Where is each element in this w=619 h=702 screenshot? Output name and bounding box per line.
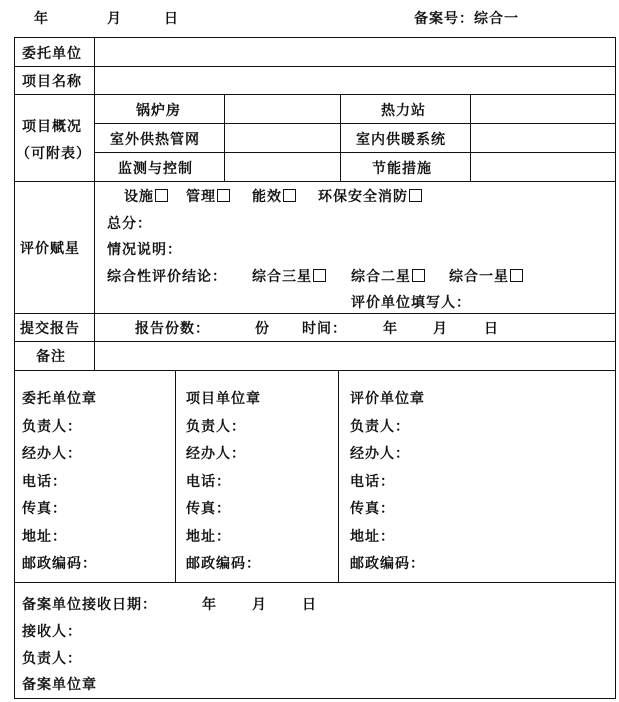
copies-unit: 份 — [255, 321, 270, 337]
report-copies-label: 报告份数： — [135, 321, 210, 337]
divider — [14, 313, 616, 314]
efficiency-option — [252, 186, 296, 206]
project-postcode: 邮政编码： — [186, 556, 261, 572]
filing-seal-label: 备案单位章 — [22, 677, 97, 693]
label-column-divider — [94, 37, 95, 370]
indoor-system-label: 室内供暖系统 — [356, 132, 446, 148]
three-star-option — [252, 266, 326, 286]
env-safety-label: 环保安全消防 — [318, 189, 408, 205]
conclusion-label: 综合性评价结论： — [107, 269, 227, 285]
total-score-label: 总分： — [107, 216, 152, 232]
client-handler: 经办人： — [22, 446, 82, 462]
project-responsible: 负责人： — [186, 418, 246, 435]
eval-responsible: 负责人： — [350, 418, 410, 435]
project-seal-block — [186, 386, 261, 579]
efficiency-checkbox[interactable] — [283, 189, 296, 202]
monitoring-label: 监测与控制 — [118, 161, 193, 177]
facility-option — [124, 186, 168, 206]
three-star-label: 综合三星 — [252, 269, 312, 285]
header-year: 年 — [34, 11, 49, 27]
table-border-right — [615, 37, 616, 698]
divider — [14, 66, 616, 67]
client-phone: 电话： — [22, 473, 67, 490]
management-checkbox[interactable] — [217, 189, 230, 202]
divider — [94, 123, 616, 124]
divider — [340, 94, 341, 181]
boiler-room-label: 锅炉房 — [136, 103, 181, 119]
eval-seal-title: 评价单位章 — [350, 391, 425, 407]
one-star-checkbox[interactable] — [510, 269, 523, 282]
two-star-label: 综合二星 — [351, 269, 411, 285]
filing-month: 月 — [252, 597, 267, 613]
attachable-note: （可附表） — [16, 146, 91, 162]
two-star-checkbox[interactable] — [412, 269, 425, 282]
client-unit-label: 委托单位 — [22, 46, 82, 62]
eval-handler: 经办人： — [350, 446, 410, 462]
management-label: 管理 — [186, 189, 216, 205]
outdoor-network-label: 室外供热管网 — [110, 132, 200, 148]
report-time-label: 时间： — [302, 321, 347, 337]
divider — [14, 582, 616, 583]
divider — [224, 94, 225, 181]
client-responsible: 负责人： — [22, 418, 82, 435]
eval-phone: 电话： — [350, 473, 395, 490]
facility-checkbox[interactable] — [155, 189, 168, 202]
project-overview-label: 项目概况 — [22, 119, 82, 135]
evaluator-filler-label: 评价单位填写人： — [351, 295, 471, 311]
facility-label: 设施 — [124, 189, 154, 205]
table-border-top — [14, 37, 616, 38]
rating-label: 评价赋星 — [20, 241, 80, 257]
divider — [14, 94, 616, 95]
two-star-option — [351, 266, 425, 286]
energy-saving-label: 节能措施 — [372, 161, 432, 177]
record-number: 备案号：综合一 — [414, 11, 519, 27]
divider — [14, 181, 616, 182]
report-month: 月 — [433, 321, 448, 337]
table-border-bottom — [14, 698, 616, 699]
client-address: 地址： — [22, 528, 67, 545]
submit-report-label: 提交报告 — [20, 321, 80, 337]
receipt-date-label: 备案单位接收日期： — [22, 597, 157, 613]
project-seal-title: 项目单位章 — [186, 391, 261, 407]
project-fax: 传真： — [186, 501, 231, 517]
header-month: 月 — [107, 11, 122, 27]
filing-responsible-label: 负责人： — [22, 651, 82, 667]
one-star-label: 综合一星 — [449, 269, 509, 285]
explanation-label: 情况说明： — [107, 242, 182, 258]
client-seal-block — [22, 386, 97, 579]
project-address: 地址： — [186, 528, 231, 545]
report-year: 年 — [383, 321, 398, 337]
filing-day: 日 — [302, 597, 317, 613]
report-day: 日 — [484, 321, 499, 337]
env-safety-checkbox[interactable] — [409, 189, 422, 202]
one-star-option — [449, 266, 523, 286]
project-handler: 经办人： — [186, 446, 246, 462]
header-day: 日 — [164, 11, 179, 27]
divider — [338, 370, 339, 582]
project-phone: 电话： — [186, 473, 231, 490]
eval-fax: 传真： — [350, 501, 395, 517]
client-fax: 传真： — [22, 501, 67, 517]
eval-postcode: 邮政编码： — [350, 556, 425, 572]
env-safety-option — [318, 186, 422, 206]
receiver-label: 接收人： — [22, 624, 82, 640]
efficiency-label: 能效 — [252, 189, 282, 205]
eval-seal-block — [350, 386, 425, 579]
project-name-label: 项目名称 — [22, 74, 82, 90]
divider — [175, 370, 176, 582]
table-border-left — [14, 37, 15, 698]
client-seal-title: 委托单位章 — [22, 391, 97, 407]
heat-station-label: 热力站 — [381, 103, 426, 119]
divider — [14, 341, 616, 342]
eval-address: 地址： — [350, 528, 395, 545]
divider — [14, 370, 616, 371]
management-option — [186, 186, 230, 206]
divider — [470, 94, 471, 181]
divider — [94, 152, 616, 153]
filing-year: 年 — [202, 597, 217, 613]
three-star-checkbox[interactable] — [313, 269, 326, 282]
remarks-label: 备注 — [36, 349, 66, 365]
client-postcode: 邮政编码： — [22, 556, 97, 572]
